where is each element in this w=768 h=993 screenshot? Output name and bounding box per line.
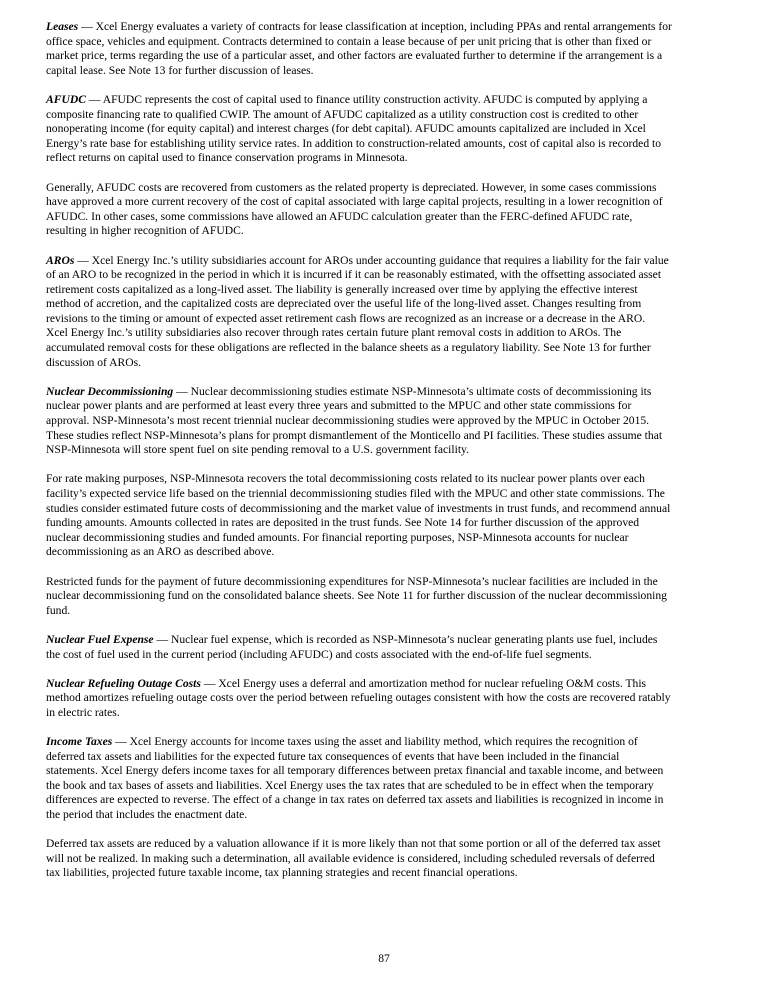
text-line	[46, 312, 736, 327]
document-body	[46, 20, 736, 896]
paragraph-afudc	[46, 93, 736, 166]
text-line	[46, 181, 736, 196]
paragraph-income-taxes	[46, 735, 736, 823]
line-text: retirement costs capitalized as a long-lived asset. The liability is generally increased over time by applying the effective interest	[46, 282, 638, 296]
text-line	[46, 195, 736, 210]
text-line	[46, 575, 736, 590]
line-text: revisions to the timing or amount of expected asset retirement cash flows are recognized as an increase or a decrease in the ARO.	[46, 311, 646, 325]
paragraph-nuclear-decommissioning	[46, 385, 736, 458]
line-text: AFUDC. In other cases, some commissions have allowed an AFUDC calculation greater than the FERC-defined AFUDC rate,	[46, 209, 633, 223]
text-line	[46, 677, 736, 692]
line-text: Restricted funds for the payment of future decommissioning expenditures for NSP-Minnesota’s nuclear facilities are included in the	[46, 574, 658, 588]
section-heading: Nuclear Decommissioning	[46, 384, 174, 398]
line-text: method amortizes refueling outage costs over the period between refueling outages consistent with how the costs are recovered ratably	[46, 691, 671, 705]
line-text: — Nuclear fuel expense, which is recorded as NSP-Minnesota’s nuclear generating plants use fuel, includes	[153, 632, 658, 646]
text-line	[46, 545, 736, 560]
text-line	[46, 20, 736, 35]
paragraph-nuclear-refueling	[46, 677, 736, 721]
text-line	[46, 35, 736, 50]
text-line	[46, 385, 736, 400]
line-text: the book and tax bases of assets and liabilities. Xcel Energy uses the tax rates that are scheduled to be in effect when the temporary	[46, 778, 654, 792]
line-text: deferred tax assets and liabilities for the expected future tax consequences of events that have been included in the financial	[46, 749, 620, 763]
text-line	[46, 64, 736, 79]
paragraph-rate-making	[46, 472, 736, 560]
paragraph-restricted-funds	[46, 575, 736, 619]
line-text: facility’s expected service life based on the triennial decommissioning studies filed with the MPUC and other state commissions. The	[46, 487, 665, 500]
text-line	[46, 633, 736, 648]
text-line	[46, 735, 736, 750]
line-text: Energy’s rate base for establishing utility service rates. In addition to construction-related amounts, cost of capital also is recorded to	[46, 136, 662, 150]
line-text: method of accretion, and the capitalized costs are depreciated over the useful life of the long-lived asset. Changes resulting from	[46, 297, 642, 311]
line-text: market price, terms regarding the use of a particular asset, and other factors are evaluated further to determine if the arrangement is a	[46, 49, 663, 63]
line-text: — AFUDC represents the cost of capital used to finance utility construction activity. AFUDC is computed by applying a	[85, 92, 648, 106]
text-line	[46, 49, 736, 64]
text-line	[46, 210, 736, 225]
text-line	[46, 852, 736, 867]
line-text: — Xcel Energy Inc.’s utility subsidiaries account for AROs under accounting guidance that requires a liability for the fair value	[74, 253, 669, 267]
text-line	[46, 750, 736, 765]
line-text: office space, vehicles and equipment. Contracts determined to contain a lease because of per unit pricing that is other than fixed or	[46, 34, 652, 48]
text-line	[46, 297, 736, 312]
line-text: resulting in higher recognition of AFUDC.	[46, 224, 244, 238]
text-line	[46, 268, 736, 283]
paragraph-afudc-recovery	[46, 181, 736, 239]
section-heading: AROs	[46, 253, 75, 267]
line-text: decommissioning as an ARO as described above.	[46, 545, 275, 559]
line-text: NSP-Minnesota will store spent fuel on site pending removal to a U.S. government facility.	[46, 443, 469, 457]
text-line	[46, 356, 736, 371]
line-text: These studies reflect NSP-Minnesota’s plans for prompt dismantlement of the Monticello and PI facilities. These studies assume that	[46, 428, 663, 442]
line-text: nuclear decommissioning fund on the consolidated balance sheets. See Note 11 for further discussion of the nuclear decommissioning	[46, 589, 667, 603]
text-line	[46, 648, 736, 663]
text-line	[46, 589, 736, 604]
line-text: statements. Xcel Energy defers income taxes for all temporary differences between pretax financial and taxable income, and between	[46, 764, 664, 778]
line-text: capital lease. See Note 13 for further discussion of leases.	[46, 63, 314, 77]
line-text: Deferred tax assets are reduced by a valuation allowance if it is more likely than not that some portion or all of the deferred tax asset	[46, 837, 661, 851]
text-line	[46, 326, 736, 341]
text-line	[46, 502, 736, 517]
text-line	[46, 283, 736, 298]
text-line	[46, 793, 736, 808]
line-text: the period that includes the enactment date.	[46, 808, 248, 822]
paragraph-aros	[46, 254, 736, 371]
section-heading: Nuclear Refueling Outage Costs	[46, 676, 201, 690]
paragraph-deferred-tax	[46, 837, 736, 881]
text-line	[46, 706, 736, 721]
text-line	[46, 837, 736, 852]
text-line	[46, 137, 736, 152]
text-line	[46, 399, 736, 414]
text-line	[46, 472, 736, 487]
text-line	[46, 443, 736, 458]
line-text: in electric rates.	[46, 705, 120, 719]
section-heading: Nuclear Fuel Expense	[46, 632, 154, 646]
line-text: tax liabilities, projected future taxable income, tax planning strategies and recent financial operations.	[46, 866, 518, 880]
line-text: nuclear power plants and are performed at least every three years and submitted to the MPUC and other state commissions for	[46, 399, 632, 413]
line-text: reflect returns on capital used to finance conservation programs in Minnesota.	[46, 151, 408, 165]
text-line	[46, 531, 736, 546]
line-text: will not be realized. In making such a determination, all available evidence is considered, including scheduled reversals of deferred	[46, 851, 655, 865]
line-text: nuclear decommissioning studies and funded amounts. For financial reporting purposes, NSP-Minnesota accounts for nuclear	[46, 530, 629, 544]
line-text: studies consider estimated future costs of decommissioning and the market value of investments in trust funds, and recommend annual	[46, 501, 671, 515]
text-line	[46, 224, 736, 239]
text-line	[46, 808, 736, 823]
section-heading: Leases	[46, 20, 79, 33]
section-heading: AFUDC	[46, 92, 86, 106]
text-line	[46, 604, 736, 619]
paragraph-nuclear-fuel-expense	[46, 633, 736, 662]
line-text: — Xcel Energy uses a deferral and amortization method for nuclear refueling O&M costs. This	[200, 676, 647, 690]
page-number: 87	[378, 952, 390, 965]
line-text: — Xcel Energy evaluates a variety of contracts for lease classification at inception, including PPAs and rental arrangements for	[78, 20, 672, 33]
line-text: accumulated removal costs for these obligations are reflected in the balance sheets as a regulatory liability. See Note 13 for further	[46, 341, 651, 355]
line-text: Generally, AFUDC costs are recovered from customers as the related property is depreciated. However, in some cases commissions	[46, 180, 657, 194]
line-text: For rate making purposes, NSP-Minnesota recovers the total decommissioning costs related to its nuclear power plants over each	[46, 472, 645, 486]
text-line	[46, 414, 736, 429]
text-line	[46, 341, 736, 356]
line-text: have approved a more current recovery of the cost of capital associated with large capital projects, resulting in a lower recognition of	[46, 195, 663, 209]
line-text: nonoperating income (for equity capital) and interest charges (for debt capital). AFUDC amounts capitalized are included in Xcel	[46, 122, 646, 136]
text-line	[46, 93, 736, 108]
text-line	[46, 151, 736, 166]
line-text: Xcel Energy Inc.’s utility subsidiaries also recover through rates certain future plant removal costs in addition to AROs. The	[46, 326, 622, 340]
line-text: — Xcel Energy accounts for income taxes using the asset and liability method, which requires the recognition of	[112, 735, 638, 749]
line-text: — Nuclear decommissioning studies estimate NSP-Minnesota’s ultimate costs of decommissioning its	[173, 384, 652, 398]
section-heading: Income Taxes	[46, 735, 113, 749]
line-text: approval. NSP-Minnesota’s most recent triennial nuclear decommissioning studies were approved by the MPUC in October 2015.	[46, 414, 650, 428]
text-line	[46, 691, 736, 706]
text-line	[46, 254, 736, 269]
text-line	[46, 516, 736, 531]
paragraph-leases	[46, 20, 736, 78]
line-text: differences are expected to reverse. The effect of a change in tax rates on deferred tax assets and liabilities is recognized in income in	[46, 793, 664, 807]
line-text: funding amounts. Amounts collected in rates are deposited in the trust funds. See Note 14 for further discussion of the approved	[46, 516, 640, 530]
line-text: fund.	[46, 603, 71, 617]
text-line	[46, 429, 736, 444]
line-text: composite financing rate to qualified CWIP. The amount of AFUDC capitalized as a utility construction cost is credited to other	[46, 107, 639, 121]
text-line	[46, 487, 736, 502]
line-text: discussion of AROs.	[46, 355, 142, 369]
text-line	[46, 108, 736, 123]
text-line	[46, 779, 736, 794]
text-line	[46, 764, 736, 779]
text-line	[46, 866, 736, 881]
line-text: of an ARO to be recognized in the period in which it is incurred if it can be reasonably estimated, with the offsetting associated asset	[46, 268, 662, 282]
text-line	[46, 122, 736, 137]
line-text: the cost of fuel used in the current period (including AFUDC) and costs associated with the end-of-life fuel segments.	[46, 647, 592, 661]
